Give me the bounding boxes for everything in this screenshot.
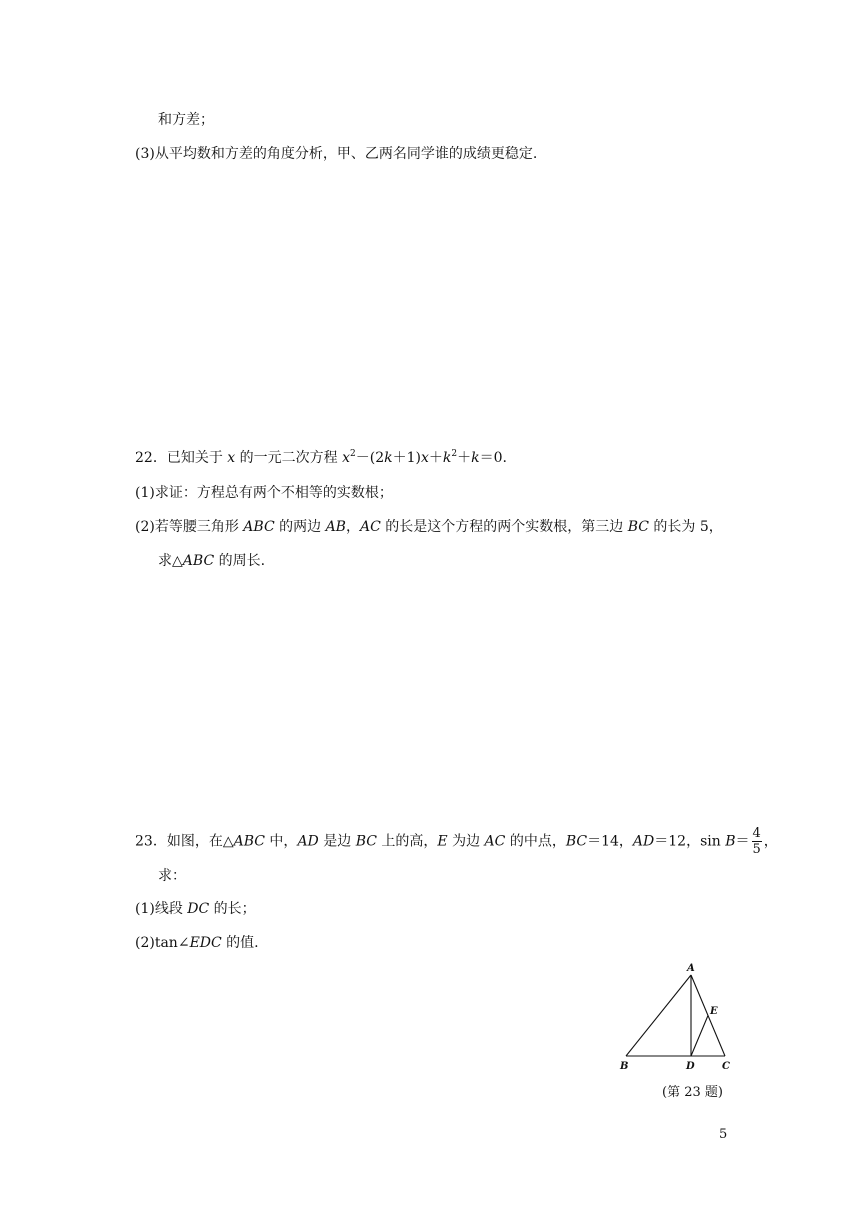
exponent: 2 <box>451 449 458 459</box>
fraction-denominator: 5 <box>752 842 761 857</box>
q23-stem <box>135 826 778 857</box>
q22-part1 <box>135 483 393 503</box>
var-x: x <box>227 450 236 466</box>
q22-stem-text: 已知关于 <box>166 450 228 466</box>
q23-text: 的中点， <box>505 833 566 850</box>
var-e: E <box>437 833 448 850</box>
label-e: E <box>710 1006 718 1017</box>
q22-part2-line2 <box>158 551 265 571</box>
var-k: k <box>471 450 480 466</box>
q23-text: ＝ <box>735 833 750 850</box>
q21-part3 <box>135 144 537 164</box>
q23-text: 求： <box>158 868 186 884</box>
q23-text: 中， <box>264 833 298 850</box>
var-bc: BC <box>565 833 588 850</box>
var-x: x <box>342 450 350 466</box>
q22-part2 <box>135 517 723 537</box>
page-number: 5 <box>719 1127 728 1142</box>
q21-cont-text: 和方差； <box>158 112 214 128</box>
exponent: 2 <box>350 449 356 459</box>
q23-part1-text: 的长； <box>209 901 256 917</box>
q23-text: 是边 <box>318 833 356 850</box>
triangle-figure <box>618 958 738 1076</box>
label-b: B <box>620 1061 629 1072</box>
q23-part1-text: (1)线段 <box>135 901 188 917</box>
q22-number: 22． <box>135 450 167 466</box>
q22-part2-text: 求△ <box>158 553 183 569</box>
q23-part2-text: (2)tan∠ <box>135 935 190 951</box>
segment-ab <box>626 975 691 1056</box>
var-b: B <box>725 833 736 850</box>
q23-number: 23． <box>135 833 167 850</box>
q22-part2-text: 的周长. <box>214 553 266 569</box>
q23-text: ＝14， <box>587 833 633 850</box>
fraction <box>752 826 762 857</box>
var-abc: ABC <box>233 833 265 850</box>
q23-text: ＝12，sin <box>654 833 726 850</box>
var-bc: BC <box>627 519 649 535</box>
label-d: D <box>686 1061 695 1072</box>
q22-part2-text: ， <box>345 519 360 535</box>
fraction-numerator: 4 <box>752 826 761 841</box>
segment-de <box>691 1016 708 1057</box>
var-k: k <box>442 450 452 466</box>
q22-part2-text: 的长为 5， <box>648 519 723 535</box>
var-dc: DC <box>187 901 210 917</box>
var-edc: EDC <box>189 935 222 951</box>
q23-text: 上的高， <box>376 833 438 850</box>
q23-part2-text: 的值. <box>221 935 259 951</box>
q23-text: 如图，在△ <box>166 833 234 850</box>
eq-part: －(2 <box>355 450 385 466</box>
q22-part2-text: 的两边 <box>274 519 326 535</box>
q23-part1 <box>135 899 256 919</box>
q22-stem <box>135 448 507 468</box>
var-abc: ABC <box>182 553 215 569</box>
eq-part: ＋1) <box>392 450 421 466</box>
eq-part: ＋ <box>428 450 443 466</box>
label-a: A <box>687 963 695 974</box>
q21-part3-text: (3)从平均数和方差的角度分析，甲、乙两名同学谁的成绩更稳定. <box>135 146 538 162</box>
q22-part1-text: (1)求证：方程总有两个不相等的实数根； <box>135 485 393 501</box>
q22-part2-text: 的长是这个方程的两个实数根，第三边 <box>380 519 628 535</box>
q22-part2-text: (2)若等腰三角形 <box>135 519 244 535</box>
var-k: k <box>384 450 393 466</box>
q23-line2 <box>158 866 186 886</box>
q23-text: ， <box>763 833 778 850</box>
var-ad: AD <box>297 833 319 850</box>
var-abc: ABC <box>243 519 275 535</box>
eq-part: ＋ <box>457 450 472 466</box>
q23-part2 <box>135 933 259 953</box>
var-ac: AC <box>359 519 381 535</box>
var-ad: AD <box>632 833 655 850</box>
var-ac: AC <box>484 833 506 850</box>
q21-continuation <box>158 110 214 130</box>
eq-part: ＝0. <box>479 450 507 466</box>
var-bc: BC <box>355 833 377 850</box>
var-ab: AB <box>325 519 346 535</box>
label-c: C <box>722 1061 730 1072</box>
q22-stem-text: 的一元二次方程 <box>235 450 343 466</box>
q23-text: 为边 <box>447 833 485 850</box>
figure-caption: (第 23 题) <box>662 1085 723 1100</box>
var-x: x <box>420 450 429 466</box>
